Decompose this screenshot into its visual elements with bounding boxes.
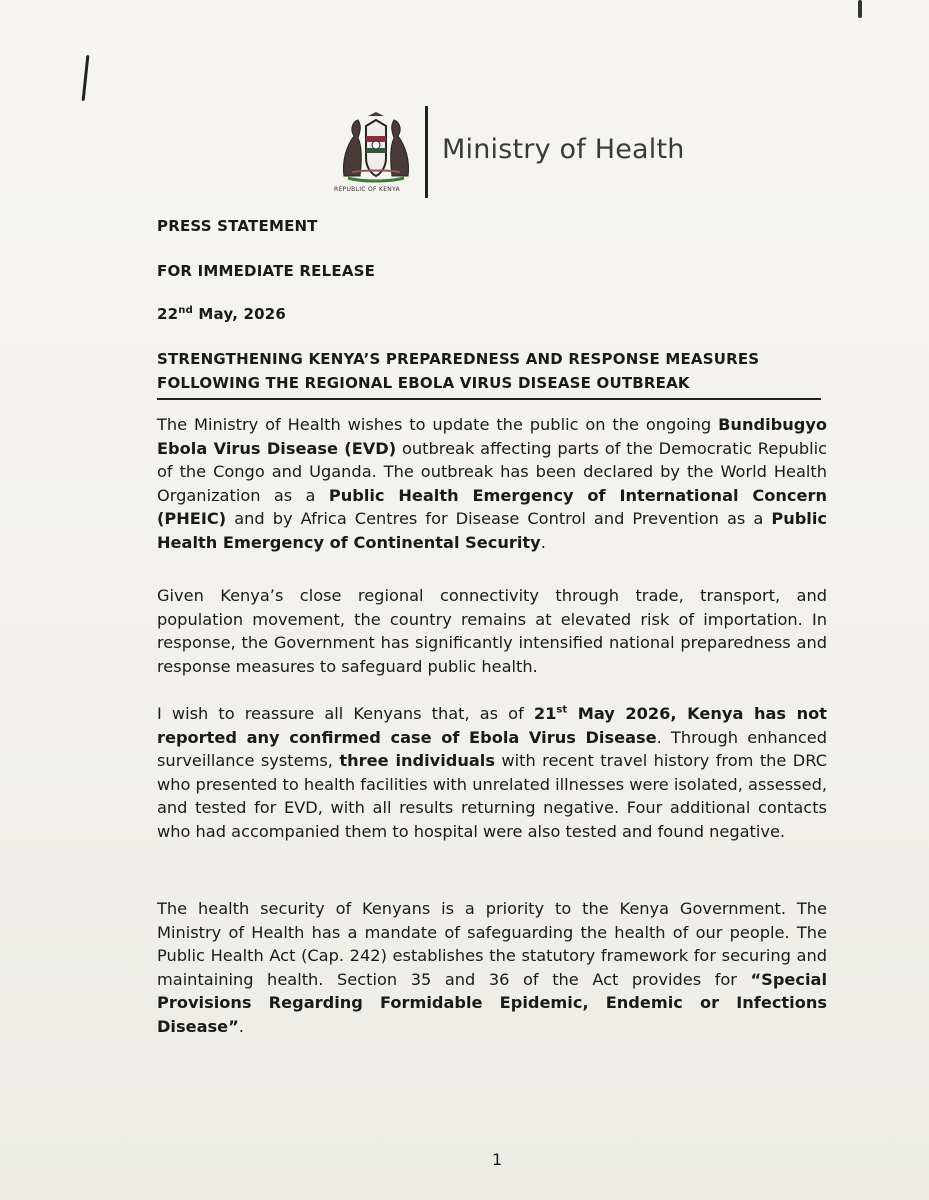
title-underline xyxy=(157,398,821,400)
paragraph-1: The Ministry of Health wishes to update the public on the ongoing Bundibugyo Ebola Virus Disease (EVD) outbreak affecting parts of the Democratic Republic of the Congo and Uganda. The outbreak has been declared by the World Health Organization as a Public Health Emergency of International Concern (PHEIC) and by Africa Centres for Disease Control and Prevention as a Public Health Emergency of Continental Security. xyxy=(157,415,827,552)
paragraph-4: The health security of Kenyans is a priority to the Kenya Government. The Ministry of Health has a mandate of safeguarding the health of our people. The Public Health Act (Cap. 242) establishes the statutory framework for securing and maintaining health. Section 35 and 36 of the Act provides for “Special Provisions Regarding Formidable Epidemic, Endemic or Infections Disease”. xyxy=(157,899,827,1036)
letterhead xyxy=(330,104,750,200)
title-line-2: FOLLOWING THE REGIONAL EBOLA VIRUS DISEASE OUTBREAK xyxy=(157,374,690,392)
letterhead-divider xyxy=(425,106,428,198)
statement-type: PRESS STATEMENT xyxy=(157,217,318,235)
ministry-name: Ministry of Health xyxy=(442,134,685,165)
handwritten-pen-mark xyxy=(82,55,90,101)
title-line-1: STRENGTHENING KENYA’S PREPAREDNESS AND RESPONSE MEASURES xyxy=(157,350,760,368)
statement-date: 22nd May, 2026 xyxy=(157,305,287,323)
republic-caption: REPUBLIC OF KENYA xyxy=(334,186,400,193)
release-note: FOR IMMEDIATE RELEASE xyxy=(157,262,376,280)
paragraph-2: Given Kenya’s close regional connectivity through trade, transport, and population movement, the country remains at elevated risk of importation. In response, the Government has significantly intensified national preparedness and response measures to safeguard public health. xyxy=(157,586,827,676)
page-number: 1 xyxy=(492,1150,503,1169)
coat-of-arms-icon xyxy=(338,112,414,184)
scan-edge-mark xyxy=(858,0,862,18)
paragraph-3: I wish to reassure all Kenyans that, as of 21st May 2026, Kenya has not reported any confirmed case of Ebola Virus Disease. Through enhanced surveillance systems, three individuals with recent travel history from the DRC who presented to health facilities with unrelated illnesses were isolated, assessed, and tested for EVD, with all results returning negative. Four additional contacts who had accompanied them to hospital were also tested and found negative. xyxy=(157,704,828,841)
